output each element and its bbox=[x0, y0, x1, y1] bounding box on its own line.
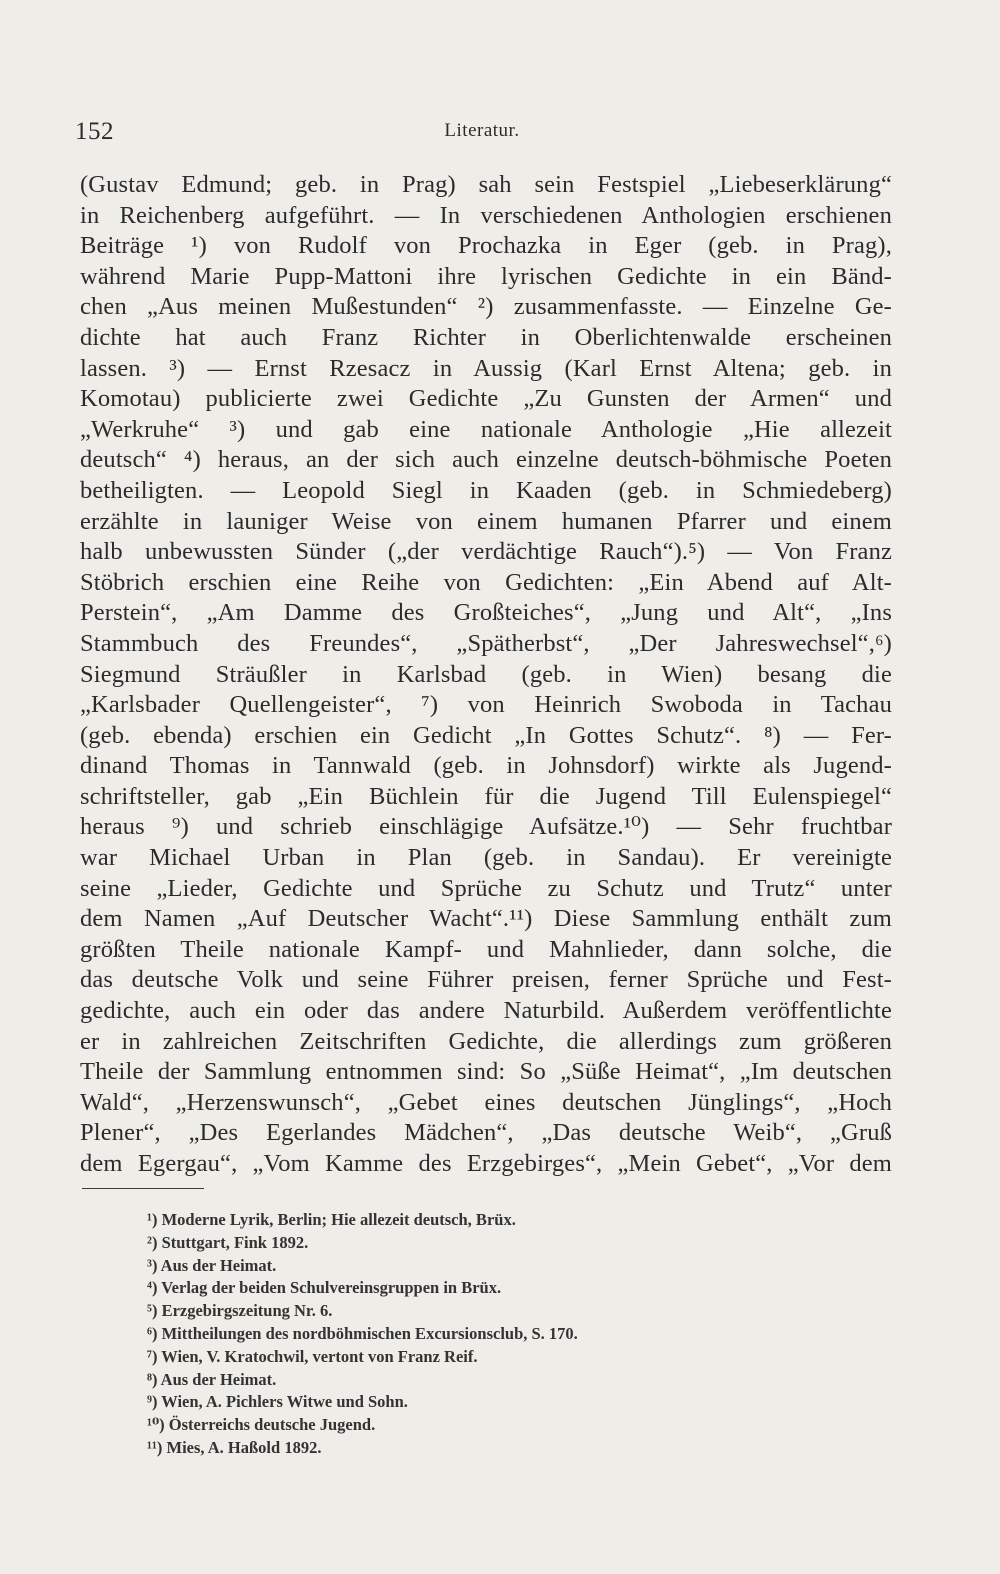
footnote: ⁷) Wien, V. Kratochwil, vertont von Franz Reif. bbox=[147, 1346, 478, 1366]
body-line: größten Theile nationale Kampf- und Mahnlieder, dann solche, die bbox=[80, 935, 892, 963]
body-line: lassen. ³) — Ernst Rzesacz in Aussig (Karl Ernst Altena; geb. in bbox=[80, 354, 892, 382]
footnote: ⁴) Verlag der beiden Schulvereinsgruppen in Brüx. bbox=[147, 1278, 502, 1298]
body-text bbox=[80, 170, 892, 1180]
footnote: ²) Stuttgart, Fink 1892. bbox=[147, 1232, 309, 1252]
body-line: „Werkruhe“ ³) und gab eine nationale Anthologie „Hie allezeit bbox=[80, 415, 892, 443]
page-number: 152 bbox=[75, 118, 114, 145]
body-line: Theile der Sammlung entnommen sind: So „Süße Heimat“, „Im deutschen bbox=[80, 1058, 892, 1086]
footnote: ¹¹) Mies, A. Haßold 1892. bbox=[147, 1437, 322, 1457]
footnote: ¹) Moderne Lyrik, Berlin; Hie allezeit deutsch, Brüx. bbox=[147, 1210, 516, 1229]
body-line: dem Egergau“, „Vom Kamme des Erzgebirges“, „Mein Gebet“, „Vor dem bbox=[80, 1150, 892, 1177]
body-line: deutsch“ ⁴) heraus, an der sich auch einzelne deutsch-böhmische Poeten bbox=[80, 446, 892, 474]
footnote: ¹⁰) Österreichs deutsche Jugend. bbox=[147, 1415, 376, 1435]
body-line: in Reichenberg aufgeführt. — In verschiedenen Anthologien erschienen bbox=[80, 201, 892, 229]
body-line: Komotau) publicierte zwei Gedichte „Zu Gunsten der Armen“ und bbox=[80, 385, 892, 413]
body-line: schriftsteller, gab „Ein Büchlein für die Jugend Till Eulenspiegel“ bbox=[80, 782, 892, 810]
footnote-divider bbox=[82, 1188, 204, 1189]
footnotes bbox=[147, 1209, 767, 1460]
body-line: Beiträge ¹) von Rudolf von Prochazka in Eger (geb. in Prag), bbox=[80, 232, 892, 260]
body-line: heraus ⁹) und schrieb einschlägige Aufsätze.¹⁰) — Sehr fruchtbar bbox=[80, 813, 893, 841]
body-line: Plener“, „Des Egerlandes Mädchen“, „Das deutsche Weib“, „Gruß bbox=[80, 1119, 892, 1147]
body-line: (Gustav Edmund; geb. in Prag) sah sein Festspiel „Liebeserklärung“ bbox=[80, 171, 892, 198]
body-line: Stöbrich erschien eine Reihe von Gedichten: „Ein Abend auf Alt- bbox=[80, 568, 892, 596]
body-line: halb unbewussten Sünder („der verdächtige Rauch“).⁵) — Von Franz bbox=[80, 538, 892, 566]
footnote: ⁹) Wien, A. Pichlers Witwe und Sohn. bbox=[147, 1392, 408, 1412]
body-line: seine „Lieder, Gedichte und Sprüche zu Schutz und Trutz“ unter bbox=[80, 874, 892, 902]
footnote: ⁶) Mittheilungen des nordböhmischen Excursionsclub, S. 170. bbox=[147, 1323, 578, 1343]
body-line: war Michael Urban in Plan (geb. in Sandau). Er vereinigte bbox=[80, 844, 892, 872]
body-line: dichte hat auch Franz Richter in Oberlichtenwalde erscheinen bbox=[80, 323, 892, 351]
body-line: „Karlsbader Quellengeister“, ⁷) von Heinrich Swoboda in Tachau bbox=[80, 691, 892, 719]
body-line: Siegmund Sträußler in Karlsbad (geb. in Wien) besang die bbox=[80, 660, 892, 688]
body-line: dem Namen „Auf Deutscher Wacht“.¹¹) Diese Sammlung enthält zum bbox=[80, 905, 892, 933]
footnote: ⁵) Erzgebirgszeitung Nr. 6. bbox=[147, 1301, 333, 1321]
body-line: dinand Thomas in Tannwald (geb. in Johnsdorf) wirkte als Jugend- bbox=[80, 752, 892, 780]
body-line: Stammbuch des Freundes“, „Spätherbst“, „Der Jahreswechsel“,⁶) bbox=[80, 629, 892, 657]
footnote: ⁸) Aus der Heimat. bbox=[147, 1369, 277, 1389]
body-line: (geb. ebenda) erschien ein Gedicht „In Gottes Schutz“. ⁸) — Fer- bbox=[80, 721, 892, 749]
body-line: er in zahlreichen Zeitschriften Gedichte, die allerdings zum größeren bbox=[80, 1027, 892, 1055]
body-line: Wald“, „Herzenswunsch“, „Gebet eines deutschen Jünglings“, „Hoch bbox=[80, 1088, 892, 1116]
body-line: während Marie Pupp-Mattoni ihre lyrischen Gedichte in ein Bänd- bbox=[80, 262, 892, 290]
body-line: gedichte, auch ein oder das andere Naturbild. Außerdem veröffentlichte bbox=[80, 997, 892, 1025]
body-line: das deutsche Volk und seine Führer preisen, ferner Sprüche und Fest- bbox=[80, 966, 892, 994]
footnote: ³) Aus der Heimat. bbox=[147, 1255, 277, 1275]
body-line: Perstein“, „Am Damme des Großteiches“, „Jung und Alt“, „Ins bbox=[80, 599, 892, 627]
body-line: erzählte in launiger Weise von einem humanen Pfarrer und einem bbox=[80, 507, 892, 535]
running-title: Literatur. bbox=[444, 120, 520, 141]
body-line: chen „Aus meinen Mußestunden“ ²) zusammenfasste. — Einzelne Ge- bbox=[80, 293, 892, 321]
body-line: betheiligten. — Leopold Siegl in Kaaden (geb. in Schmiedeberg) bbox=[80, 476, 892, 504]
